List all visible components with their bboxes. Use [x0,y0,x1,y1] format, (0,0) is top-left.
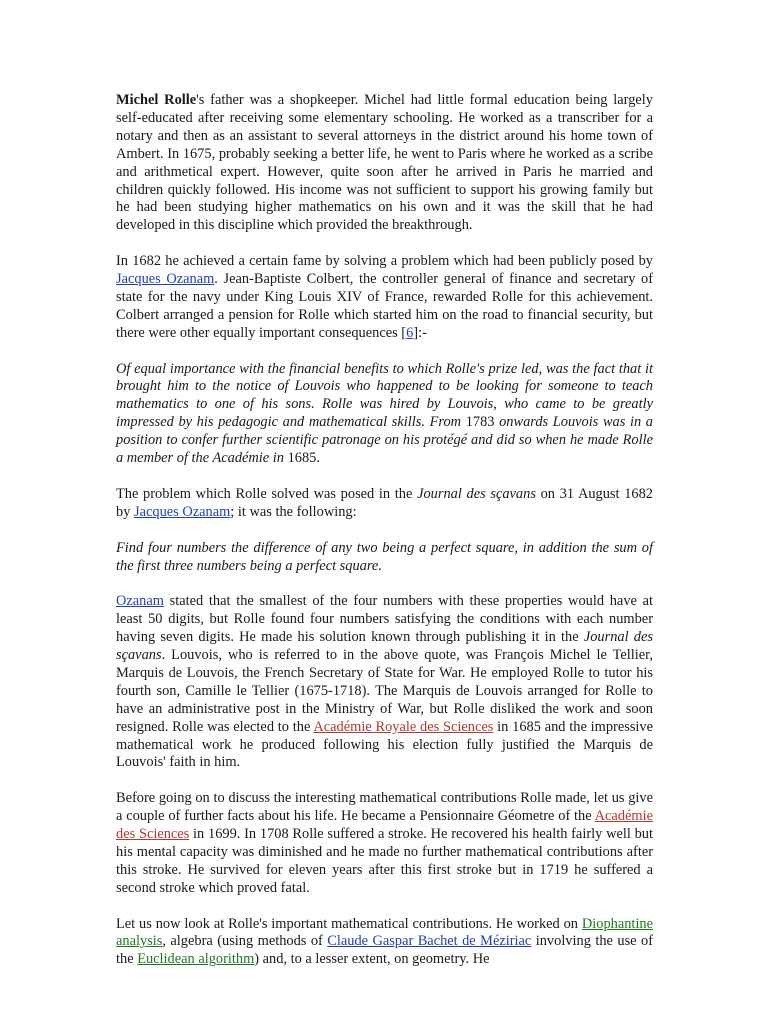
link-academie-royale-des-sciences[interactable]: Académie Royale des Sciences [313,718,494,735]
paragraph-intro: Michel Rolle's father was a shopkeeper. Michel had little formal education being largely self-educated after receiving some elementary schooling. He worked as a transcriber for a notary and then as an assistant to several attorneys in the district around his home town of Ambert. In 1675, probably seeking a better life, he went to Paris where he worked as a scribe and arithmetical expert. However, quite soon after he arrived in Paris he married and children quickly followed. His income was not sufficient to support his growing family but he had been studying higher mathematics on his own and it was the skill that he had developed in this discipline which provided the breakthrough. [116,92,653,234]
paragraph-solution: Ozanam stated that the smallest of the four numbers with these properties would have at least 50 digits, but Rolle found four numbers satisfying the conditions with each number having seven digits. He made his solution known through publishing it in the Journal des sçavans. Louvois, who is referred to in the above quote, was François Michel le Tellier, Marquis de Louvois, the French Secretary of State for War. He employed Rolle to tutor his fourth son, Camille le Tellier (1675-1718). The Marquis de Louvois arranged for Rolle to have an administrative post in the Ministry of War, but Rolle disliked the work and soon resigned. Rolle was elected to the Académie Royale des Sciences in 1685 and the impressive mathematical work he produced following his election fully justified the Marquis de Louvois' faith in him. [116,593,654,771]
journal-title-2: Journal des sçavans [116,629,653,664]
quote-problem-statement: Find four numbers the difference of any two being a perfect square, in addition the sum of the first three numbers being a perfect square. [116,539,653,574]
reference-link-6[interactable]: 6 [406,324,414,341]
link-ozanam[interactable]: Ozanam [116,593,164,610]
journal-title: Journal des sçavans [417,485,536,502]
link-academie-des-sciences[interactable]: Académie des Sciences [116,808,653,843]
paragraph-contributions: Let us now look at Rolle's important mathematical contributions. He worked on Diophantine analysis, algebra (using methods of Claude Gaspar Bachet de Méziriac involving the use of the Euclidean algorithm) and, to a lesser extent, on geometry. He [116,915,653,968]
link-jacques-ozanam-2[interactable]: Jacques Ozanam [134,503,231,520]
paragraph-later-life: Before going on to discuss the interesting mathematical contributions Rolle made, let us give a couple of further facts about his life. He became a Pensionnaire Géometre of the Académie des Sciences in 1699. In 1708 Rolle suffered a stroke. He recovered his health fairly well but his mental capacity was diminished and he made no further mathematical contributions after this stroke. He survived for eleven years after this first stroke but in 1719 he suffered a second stroke which proved fatal. [116,790,653,896]
paragraph-problem: The problem which Rolle solved was posed in the Journal des sçavans on 31 August 1682 by Jacques Ozanam; it was the following: [116,485,653,520]
paragraph-fame: In 1682 he achieved a certain fame by solving a problem which had been publicly posed by Jacques Ozanam. Jean-Baptiste Colbert, the controller general of finance and secretary of state for the navy under King Louis XIV of France, rewarded Rolle for this achievement. Colbert arranged a pension for Rolle which started him on the road to financial security, but there were other equally important consequences [6]:- [116,253,654,341]
subject-name: Michel Rolle [116,92,197,108]
article-body [116,92,653,987]
link-claude-gaspar-bachet[interactable]: Claude Gaspar Bachet de Méziriac [327,933,532,950]
link-jacques-ozanam[interactable]: Jacques Ozanam [116,271,215,288]
link-euclidean-algorithm[interactable]: Euclidean algorithm [137,951,255,968]
link-diophantine-analysis[interactable]: Diophantine analysis [116,915,653,950]
quote-louvois: Of equal importance with the financial benefits to which Rolle's prize led, was the fact that it brought him to the notice of Louvois who happened to be looking for someone to teach mathematics to one of his sons. Rolle was hired by Louvois, who came to be greatly impressed by his pedagogic and mathematical skills. From 1783 onwards Louvois was in a position to confer further scientific patronage on his protégé and did so when he made Rolle a member of the Académie in 1685. [116,360,653,467]
